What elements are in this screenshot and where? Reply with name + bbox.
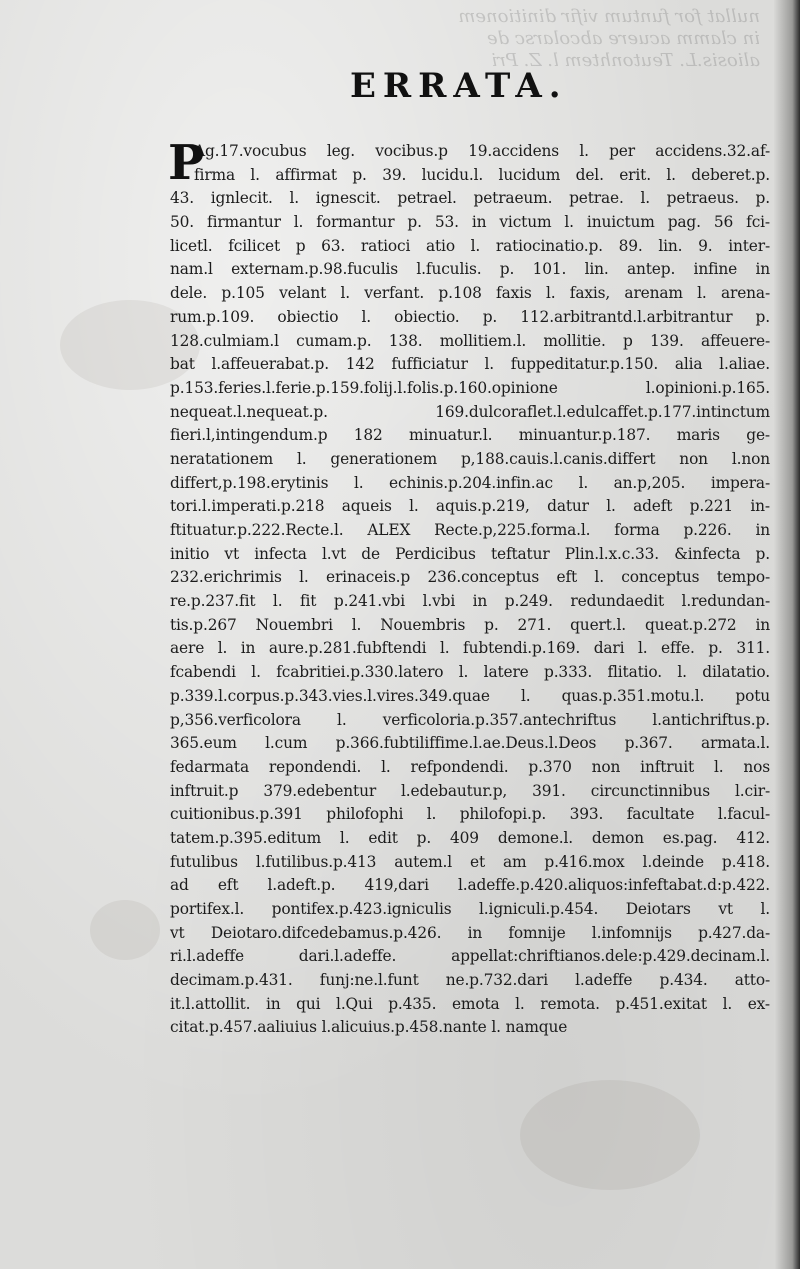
bleed-through-line: aliosis.L. Teutonhtem l. Z. Pri: [491, 50, 760, 71]
text-line: 365.eum l.cum p.366.fubtiliffime.l.ae.Deus.l.Deos p.367. armata.l.: [170, 734, 770, 753]
text-line: ad eft l.adeft.p. 419,dari l.adeffe.p.420.aliquos:infeftabat.d:p.422.: [170, 876, 770, 895]
text-line: fcabendi l. fcabritiei.p.330.latero l. latere p.333. flitatio. l. dilatatio.: [170, 663, 770, 682]
text-line: ri.l.adeffe dari.l.adeffe. appellat:chriftianos.dele:p.429.decinam.l.: [170, 947, 770, 966]
text-line: dele. p.105 velant l. verfant. p.108 faxis l. faxis, arenam l. arena-: [170, 284, 770, 303]
bleed-through-line: nullat for funtum vifir dinitionem: [458, 6, 760, 27]
text-line: inftruit.p 379.edebentur l.edebautur.p, 391. circunctinnibus l.cir-: [170, 781, 770, 800]
text-line: 43. ignlecit. l. ignescit. petrael. petraeum. petrae. l. petraeus. p.: [170, 189, 770, 208]
text-line: nequeat.l.nequeat.p. 169.dulcoraflet.l.edulcaffet.p.177.intinctum: [170, 402, 770, 421]
text-line: Ag.17.vocubus leg. vocibus.p 19.accidens l. per accidens.32.af-: [194, 142, 770, 160]
drop-cap: P: [168, 135, 205, 191]
text-line: initio vt infecta l.vt de Perdicibus teftatur Plin.l.x.c.33. &infecta p.: [170, 544, 770, 563]
text-line: 232.erichrimis l. erinaceis.p 236.conceptus eft l. conceptus tempo-: [170, 568, 770, 587]
text-line: rum.p.109. obiectio l. obiectio. p. 112.arbitrantd.l.arbitrantur p.: [170, 307, 770, 326]
text-line: p.153.feries.l.ferie.p.159.folij.l.folis.p.160.opinione l.opinioni.p.165.: [170, 378, 770, 397]
text-line: re.p.237.fit l. fit p.241.vbi l.vbi in p.249. redundaedit l.redundan-: [170, 592, 770, 611]
text-line: portifex.l. pontifex.p.423.igniculis l.igniculi.p.454. Deiotars vt l.: [170, 900, 770, 918]
text-line: futulibus l.futilibus.p.413 autem.l et am p.416.mox l.deinde p.418.: [170, 852, 770, 871]
text-line: fieri.l,intingendum.p 182 minuatur.l. minuantur.p.187. maris ge-: [170, 426, 770, 445]
text-line: p,356.verficolora l. verficoloria.p.357.antechriftus l.antichriftus.p.: [170, 710, 770, 729]
text-line: differt,p.198.erytinis l. echinis.p.204.infin.ac l. an.p,205. impera-: [170, 473, 770, 492]
text-line: tis.p.267 Nouembri l. Nouembris p. 271. quert.l. queat.p.272 in: [170, 615, 770, 634]
errata-text: [168, 135, 770, 1040]
text-line: nam.l externam.p.98.fuculis l.fuculis. p. 101. lin. antep. infine in: [170, 260, 770, 279]
text-line: ftituatur.p.222.Recte.l. ALEX Recte.p,225.forma.l. forma p.226. in: [170, 521, 770, 539]
paper-stain: [520, 1080, 700, 1190]
paper-stain: [90, 900, 160, 960]
text-line: cuitionibus.p.391 philofophi l. philofopi.p. 393. facultate l.facul-: [170, 805, 770, 824]
text-line: p.339.l.corpus.p.343.vies.l.vires.349.quae l. quas.p.351.motu.l. potu: [170, 686, 770, 705]
page-title: ERRATA.: [350, 66, 568, 106]
text-line: 50. firmantur l. formantur p. 53. in victum l. inuictum pag. 56 fci-: [170, 213, 770, 232]
page-edge-shadow: [774, 0, 800, 1269]
text-line: decimam.p.431. funj:ne.l.funt ne.p.732.dari l.adeffe p.434. atto-: [170, 971, 770, 990]
text-line: firma l. affirmat p. 39. lucidu.l. lucidum del. erit. l. deberet.p.: [194, 165, 770, 184]
text-line: vt Deiotaro.difcedebamus.p.426. in fomnije l.infomnijs p.427.da-: [170, 923, 770, 942]
text-line: it.l.attollit. in qui l.Qui p.435. emota l. remota. p.451.exitat l. ex-: [170, 994, 770, 1013]
text-line: bat l.affeuerabat.p. 142 fufficiatur l. fuppeditatur.p.150. alia l.aliae.: [170, 355, 770, 374]
bleed-through-line: in clamm acuere abcolarsc de: [486, 28, 760, 49]
text-line: tatem.p.395.editum l. edit p. 409 demone.l. demon es.pag. 412.: [170, 828, 770, 847]
text-line: neratationem l. generationem p,188.cauis.l.canis.differt non l.non: [170, 449, 770, 468]
text-line: fedarmata repondendi. l. refpondendi. p.370 non inftruit l. nos: [170, 757, 770, 776]
text-line: citat.p.457.aaliuius l.alicuius.p.458.nante l. namque: [170, 1018, 568, 1037]
text-line: aere l. in aure.p.281.fubftendi l. fubtendi.p.169. dari l. effe. p. 311.: [170, 639, 770, 658]
text-line: tori.l.imperati.p.218 aqueis l. aquis.p.219, datur l. adeft p.221 in-: [170, 497, 770, 516]
text-line: 128.culmiam.l cumam.p. 138. mollitiem.l. mollitie. p 139. affeuere-: [170, 331, 770, 350]
text-line: licetl. fcilicet p 63. ratioci atio l. ratiocinatio.p. 89. lin. 9. inter-: [170, 236, 770, 255]
